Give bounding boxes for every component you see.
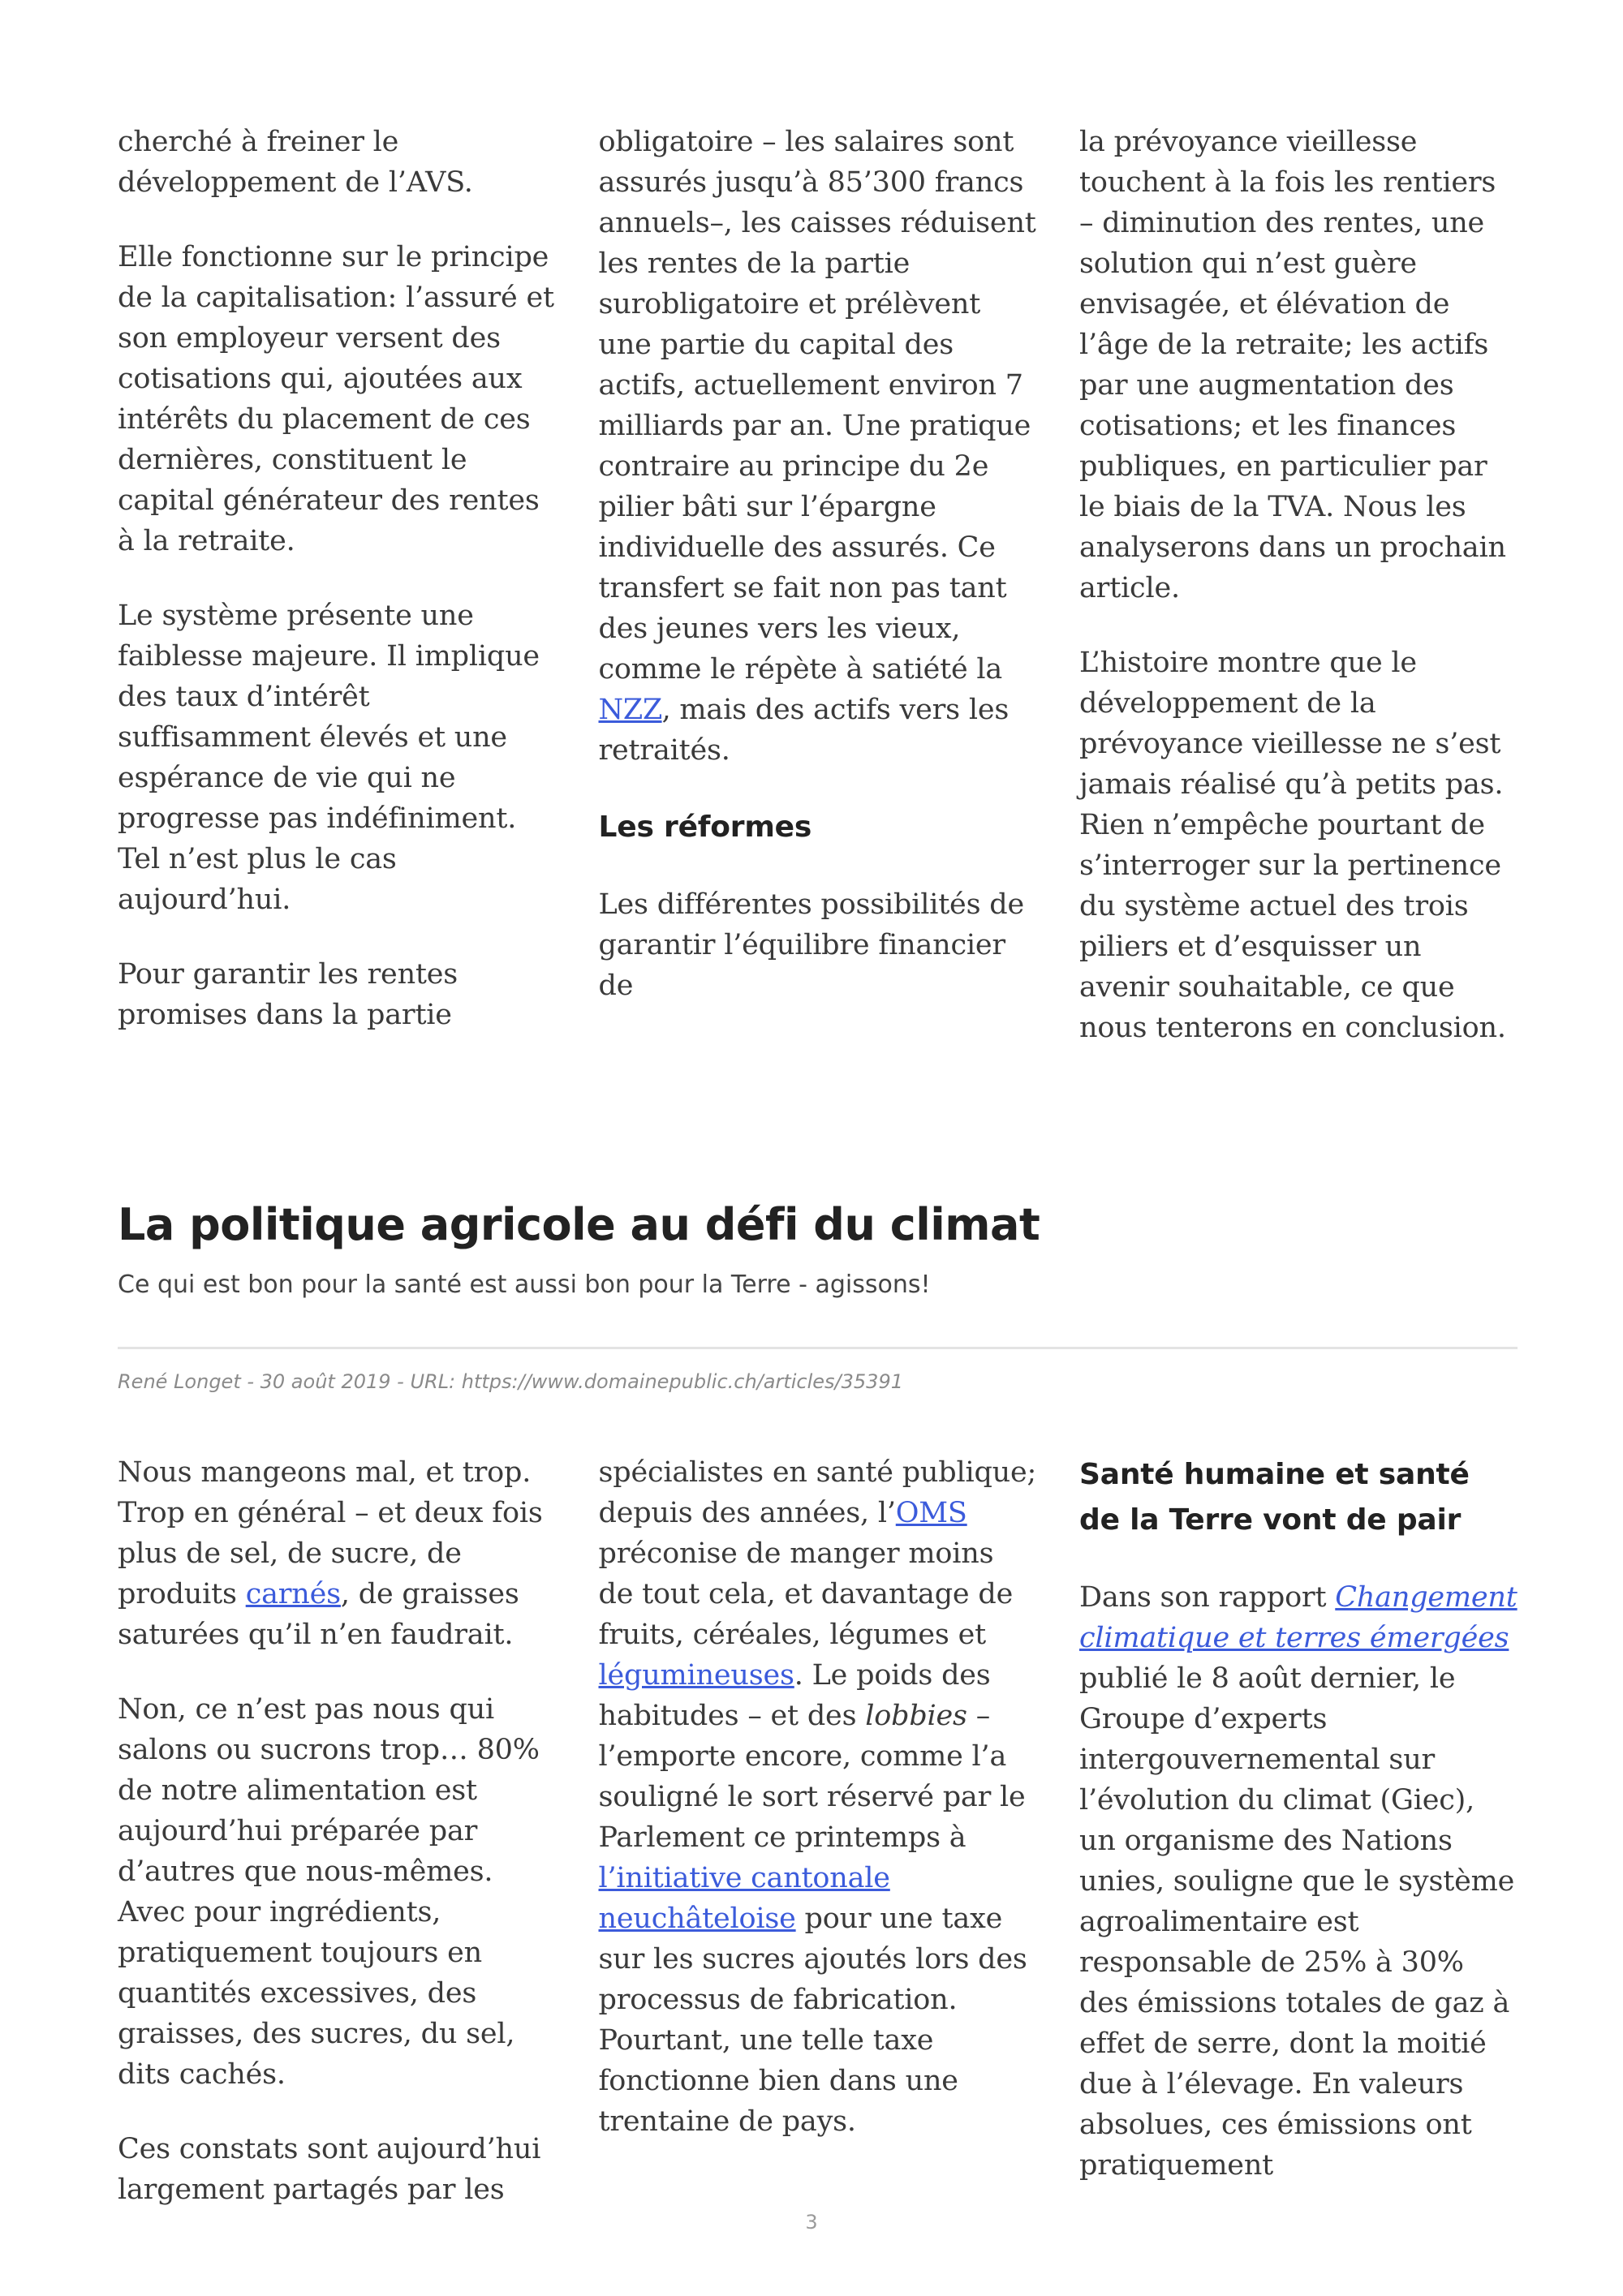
paragraph: Non, ce n’est pas nous qui salons ou sucrons trop… 80% de notre alimentation est aujourd’hui préparée par d’autres que nous-mêmes. Avec pour ingrédients, pratiquement toujours en quantités excessives, des graisses, des sucres, du sel, dits cachés.	[118, 1693, 540, 2091]
paragraph: L’histoire montre que le développement de la prévoyance vieillesse ne s’est jamais réalisé qu’à petits pas. Rien n’empêche pourtant de s’interroger sur la pertinence du système actuel des trois piliers et d’esquisser un avenir souhaitable, ce que nous tenterons en conclusion.	[1079, 647, 1506, 1044]
text-run: obligatoire – les salaires sont assurés jusqu’à 85’300 francs annuels–, les caisses réduisent les rentes de la partie surobligatoire et prélèvent une partie du capital des actifs, actuellement environ 7 milliards par an. Une pratique contraire au principe du 2e pilier bâti sur l’épargne individuelle des assurés. Ce transfert se fait non pas tant des jeunes vers les vieux, comme le répète à satiété la	[598, 126, 1036, 686]
carnes-link[interactable]: carnés	[245, 1578, 341, 1610]
oms-link[interactable]: OMS	[895, 1497, 967, 1529]
article-title: La politique agricole au défi du climat	[118, 1199, 1040, 1250]
article-column-1	[118, 1452, 556, 2244]
initiative-neuchateloise-link[interactable]: l’initiative cantonale neuchâteloise	[598, 1862, 890, 1935]
article-column-3	[1079, 1452, 1518, 2244]
article-byline: René Longet - 30 août 2019 - URL: https://www.domainepublic.ch/articles/35391	[118, 1370, 903, 1393]
paragraph: Les différentes possibilités de garantir l’équilibre financier de	[598, 888, 1024, 1002]
text-run: Nous mangeons mal, et trop. Trop en général – et deux fois plus de sel, de sucre, de produits	[118, 1456, 543, 1610]
paragraph: Le système présente une faiblesse majeure. Il implique des taux d’intérêt suffisamment élevés et une espérance de vie qui ne progresse pas indéfiniment. Tel n’est plus le cas aujourd’hui.	[118, 600, 540, 916]
header-divider	[118, 1347, 1518, 1349]
text-run: . Le poids des habitudes – et des	[598, 1659, 991, 1732]
article-column-2	[599, 1452, 1037, 2244]
paragraph	[599, 122, 1037, 771]
top-column-1	[118, 122, 556, 1082]
text-run: , mais des actifs vers les retraités.	[598, 694, 1010, 767]
paragraph	[1079, 1577, 1518, 2186]
top-article-columns	[118, 122, 1518, 1082]
nzz-link[interactable]: NZZ	[598, 694, 662, 726]
page-number: 3	[805, 2211, 818, 2234]
paragraph: Pour garantir les rentes promises dans la partie	[118, 958, 458, 1031]
paragraph: Ces constats sont aujourd’hui largement partagés par les	[118, 2133, 541, 2206]
paragraph: cherché à freiner le développement de l’AVS.	[118, 126, 473, 199]
section-heading: Les réformes	[598, 810, 812, 844]
text-run: pour une taxe sur les sucres ajoutés lors des processus de fabrication. Pourtant, une telle taxe fonctionne bien dans une trentaine de pays.	[598, 1903, 1027, 2138]
text-run: publié le 8 août dernier, le Groupe d’experts intergouvernemental sur l’évolution du climat (Giec), un organisme des Nations unies, souligne que le système agroalimentaire est responsable de 25% à 30% des émissions totales de gaz à effet de serre, dont la moitié due à l’élevage. En valeurs absolues, ces émissions ont pratiquement	[1079, 1662, 1515, 2182]
text-run: , de graisses saturées qu’il n’en faudrait.	[118, 1578, 519, 1651]
paragraph	[118, 1452, 556, 1655]
legumineuses-link[interactable]: légumineuses	[598, 1659, 794, 1692]
emphasis-lobbies: lobbies	[865, 1700, 967, 1732]
top-column-2	[599, 122, 1037, 1082]
article-subtitle: Ce qui est bon pour la santé est aussi bon pour la Terre - agissons!	[118, 1271, 931, 1299]
text-run: spécialistes en santé publique; depuis des années, l’	[598, 1456, 1037, 1529]
paragraph: Elle fonctionne sur le principe de la capitalisation: l’assuré et son employeur versent des cotisations qui, ajoutées aux intérêts du placement de ces dernières, constituent le capital générateur des rentes à la retraite.	[118, 241, 554, 557]
text-run: préconise de manger moins de tout cela, et davantage de fruits, céréales, légumes et	[598, 1537, 1014, 1651]
top-column-3	[1079, 122, 1518, 1082]
section-heading: Santé humaine et santé de la Terre vont de pair	[1079, 1458, 1470, 1537]
paragraph: la prévoyance vieillesse touchent à la fois les rentiers – diminution des rentes, une solution qui n’est guère envisagée, et élévation de l’âge de la retraite; les actifs par une augmentation des cotisations; et les finances publiques, en particulier par le biais de la TVA. Nous les analyserons dans un prochain article.	[1079, 126, 1506, 604]
article-columns	[118, 1452, 1518, 2244]
paragraph	[599, 1452, 1037, 2142]
text-run: Dans son rapport	[1079, 1581, 1336, 1614]
report-title: Changement climatique et terres émergées	[1079, 1581, 1518, 1654]
text-run: – l’emporte encore, comme l’a souligné le sort réservé par le Parlement ce printemps à	[598, 1700, 1026, 1854]
